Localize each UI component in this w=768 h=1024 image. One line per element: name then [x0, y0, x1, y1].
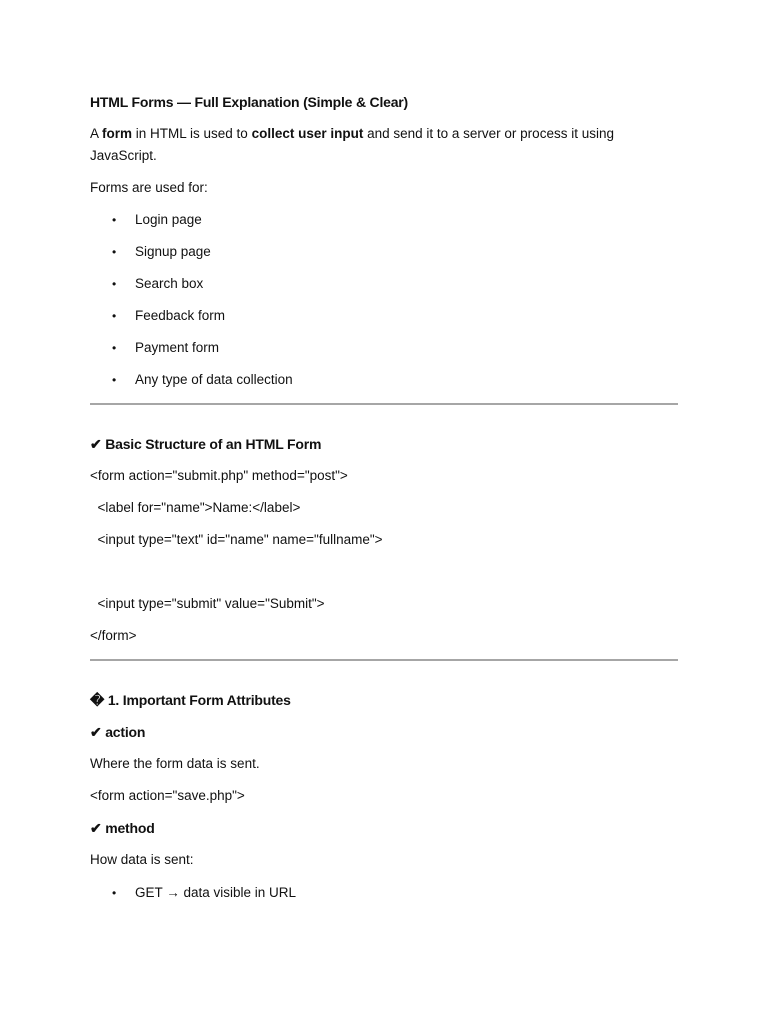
- code-line: <input type="text" id="name" name="fullname">: [90, 532, 383, 547]
- horizontal-divider: [90, 403, 678, 405]
- method-description: How data is sent:: [90, 852, 194, 867]
- list-item: GET → data visible in URL: [135, 885, 297, 900]
- list-item: Login page: [135, 212, 202, 227]
- method-heading: ✔ method: [90, 820, 155, 836]
- list-item: Signup page: [135, 244, 211, 259]
- intro-bold-form: form: [102, 126, 133, 141]
- intro-text: A: [90, 126, 103, 141]
- code-line: <form action="submit.php" method="post">: [90, 468, 348, 483]
- page-title: HTML Forms — Full Explanation (Simple & Clear): [90, 94, 409, 110]
- list-item: Any type of data collection: [135, 372, 293, 387]
- intro-paragraph-line-1: [90, 125, 614, 143]
- list-item: Payment form: [135, 340, 220, 355]
- horizontal-divider: [90, 659, 678, 661]
- bullet: •: [112, 886, 117, 900]
- forms-used-for-label: Forms are used for:: [90, 180, 208, 195]
- action-heading: ✔ action: [90, 724, 146, 740]
- list-item: Feedback form: [135, 308, 226, 323]
- code-line: </form>: [90, 628, 137, 643]
- intro-text: and send it to a server or process it using: [363, 126, 614, 141]
- bullet: •: [112, 373, 117, 387]
- bullet: •: [112, 341, 117, 355]
- intro-text: in HTML is used to: [132, 126, 252, 141]
- list-item: Search box: [135, 276, 204, 291]
- structure-heading: ✔ Basic Structure of an HTML Form: [90, 436, 322, 452]
- attributes-heading: � 1. Important Form Attributes: [90, 692, 291, 708]
- bullet: •: [112, 309, 117, 323]
- bullet: •: [112, 245, 117, 259]
- code-line: <input type="submit" value="Submit">: [90, 596, 325, 611]
- bullet: •: [112, 213, 117, 227]
- code-line: <label for="name">Name:</label>: [90, 500, 301, 515]
- bullet: •: [112, 277, 117, 291]
- intro-bold-collect: collect user input: [251, 126, 364, 141]
- action-code-example: <form action="save.php">: [90, 788, 245, 803]
- action-description: Where the form data is sent.: [90, 756, 260, 771]
- intro-paragraph-line-2: JavaScript.: [90, 148, 157, 163]
